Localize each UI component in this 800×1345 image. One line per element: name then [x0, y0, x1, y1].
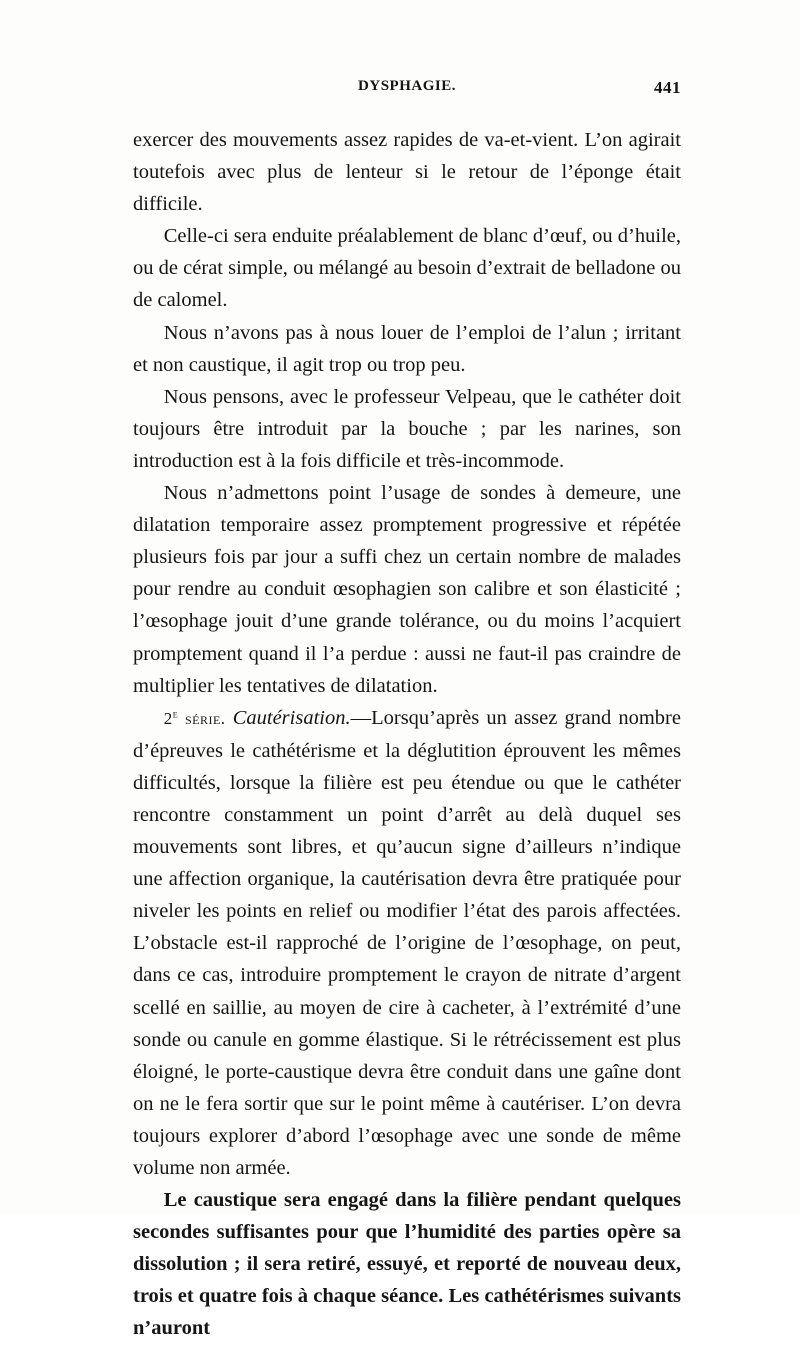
paragraph-caustic: Le caustique sera engagé dans la filière pendant quelques secondes suffisantes pour que l’humidité des parties opère sa dissolution ; il sera retiré, essuyé, et reporté de nouveau deux, trois et quatre fois à chaque séance. Les cathétérismes suivants n’auront — [133, 1189, 681, 1340]
series-title: Cautérisation. — [232, 706, 351, 729]
paragraph-cauterisation — [133, 702, 681, 1184]
running-head — [133, 78, 681, 104]
cauterisation-text: —Lorsqu’après un assez grand nombre d’épreuves le cathétérisme et la déglutition éprouvent les mêmes difficultés, lorsque la filière est peu étendue ou que le cathéter rencontre constamment un point d’arrêt au delà duquel ses mouvements sont libres, et qu’aucun signe d’ailleurs n’indique une affection organique, la cautérisation devra être pratiquée pour niveler les points en relief ou modifier l’état des parois affectées. L’obstacle est-il rapproché de l’origine de l’œsophage, on peut, dans ce cas, introduire promptement le crayon de nitrate d’argent scellé en saillie, au moyen de cire à cacheter, à l’extrémité d’une sonde ou canule en gomme élastique. Si le rétrécissement est plus éloigné, le porte-caustique devra être conduit dans une gaîne dont on ne le fera sortir que sur le point même à cautériser. L’on devra toujours explorer d’abord l’œsophage avec une sonde de même volume non armée. — [133, 706, 681, 1179]
paragraph-continuation: exercer des mouvements assez rapides de va-et-vient. L’on agirait toutefois avec plus de lenteur si le retour de l’éponge était difficile. — [133, 129, 681, 216]
paragraph-velpeau: Nous pensons, avec le professeur Velpeau, que le cathéter doit toujours être introduit par la bouche ; par les narines, son introduction est à la fois difficile et très-incommode. — [133, 385, 681, 472]
series-superscript: e — [172, 708, 179, 721]
series-number: 2 — [163, 708, 173, 728]
body-text — [133, 124, 681, 1345]
paragraph-dilatation: Nous n’admettons point l’usage de sondes à demeure, une dilatation temporaire assez promptement progressive et répétée plusieurs fois par jour a suffi chez un certain nombre de malades pour rendre au conduit œsophagien son calibre et son élasticité ; l’œsophage jouit d’une grande tolérance, ou du moins l’acquiert promptement quand il l’a perdue : aussi ne faut-il pas craindre de multiplier les tentatives de dilatation. — [133, 482, 681, 697]
series-label — [164, 709, 226, 728]
paragraph-sponge-coating: Celle-ci sera enduite préalablement de blanc d’œuf, ou d’huile, ou de cérat simple, ou mélangé au besoin d’extrait de belladone ou de calomel. — [133, 225, 681, 312]
series-word: série. — [184, 708, 226, 728]
paragraph-alum: Nous n’avons pas à nous louer de l’emploi de l’alun ; irritant et non caustique, il agit trop ou trop peu. — [133, 321, 681, 376]
page-number: 441 — [654, 78, 681, 97]
running-title: DYSPHAGIE. — [358, 78, 456, 94]
